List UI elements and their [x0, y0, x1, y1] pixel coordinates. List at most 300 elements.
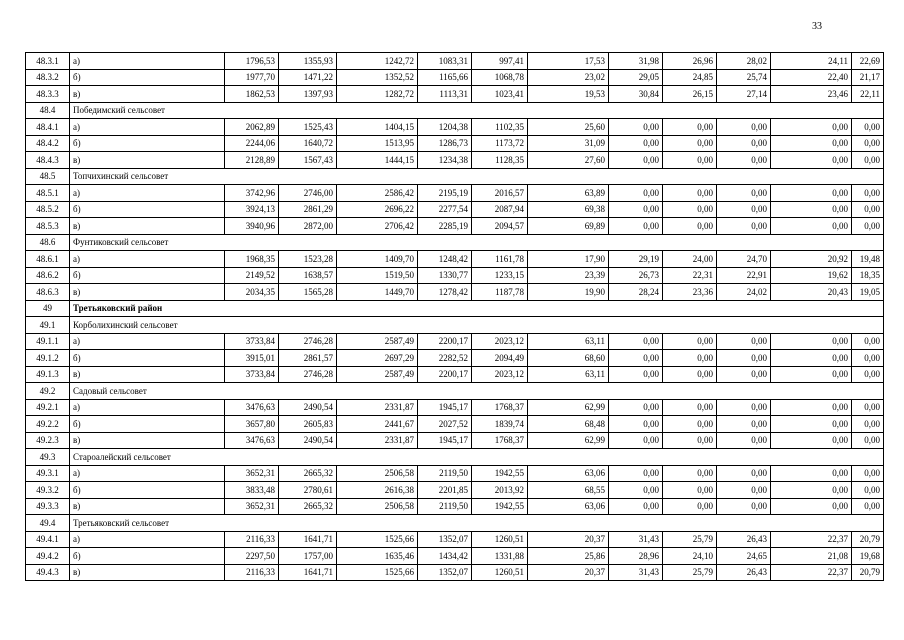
- value-cell: 0,00: [663, 218, 717, 235]
- value-cell: 2277,54: [418, 201, 472, 218]
- value-cell: 1519,50: [337, 267, 418, 284]
- row-code: 49: [26, 300, 70, 317]
- value-cell: 19,05: [852, 284, 884, 301]
- value-cell: 0,00: [852, 201, 884, 218]
- value-cell: 0,00: [609, 498, 663, 515]
- value-cell: 30,84: [609, 86, 663, 103]
- value-cell: 0,00: [771, 185, 852, 202]
- value-cell: 1409,70: [337, 251, 418, 268]
- value-cell: 2331,87: [337, 399, 418, 416]
- value-cell: 18,35: [852, 267, 884, 284]
- row-letter: в): [70, 366, 225, 383]
- value-cell: 1278,42: [418, 284, 472, 301]
- row-code: 49.2.3: [26, 432, 70, 449]
- value-cell: 0,00: [609, 218, 663, 235]
- value-cell: 2200,17: [418, 366, 472, 383]
- value-cell: 2244,06: [225, 135, 279, 152]
- value-cell: 1023,41: [472, 86, 528, 103]
- row-letter: а): [70, 119, 225, 136]
- value-cell: 31,09: [528, 135, 609, 152]
- tariff-table: [25, 52, 884, 581]
- value-cell: 0,00: [663, 135, 717, 152]
- table-row: [26, 366, 884, 383]
- value-cell: 2441,67: [337, 416, 418, 433]
- row-code: 48.6.1: [26, 251, 70, 268]
- value-cell: 0,00: [609, 416, 663, 433]
- row-letter: а): [70, 399, 225, 416]
- value-cell: 2746,28: [279, 366, 337, 383]
- row-code: 48.5.2: [26, 201, 70, 218]
- row-code: 49.1.1: [26, 333, 70, 350]
- value-cell: 2023,12: [472, 366, 528, 383]
- section-row: [26, 102, 884, 119]
- value-cell: 20,79: [852, 564, 884, 581]
- value-cell: 1068,78: [472, 69, 528, 86]
- value-cell: 1768,37: [472, 432, 528, 449]
- value-cell: 0,00: [663, 432, 717, 449]
- value-cell: 24,11: [771, 53, 852, 70]
- row-code: 49.1: [26, 317, 70, 334]
- value-cell: 0,00: [663, 465, 717, 482]
- value-cell: 62,99: [528, 432, 609, 449]
- value-cell: 0,00: [852, 350, 884, 367]
- value-cell: 68,48: [528, 416, 609, 433]
- value-cell: 2586,42: [337, 185, 418, 202]
- value-cell: 0,00: [717, 416, 771, 433]
- value-cell: 1565,28: [279, 284, 337, 301]
- value-cell: 0,00: [771, 218, 852, 235]
- row-code: 48.3.2: [26, 69, 70, 86]
- value-cell: 2119,50: [418, 465, 472, 482]
- table-row: [26, 416, 884, 433]
- value-cell: 2506,58: [337, 498, 418, 515]
- table-row: [26, 185, 884, 202]
- value-cell: 0,00: [717, 201, 771, 218]
- table-row: [26, 548, 884, 565]
- row-letter: в): [70, 564, 225, 581]
- value-cell: 0,00: [771, 399, 852, 416]
- table-row: [26, 465, 884, 482]
- value-cell: 0,00: [717, 366, 771, 383]
- value-cell: 1282,72: [337, 86, 418, 103]
- value-cell: 23,46: [771, 86, 852, 103]
- value-cell: 0,00: [771, 366, 852, 383]
- value-cell: 0,00: [663, 185, 717, 202]
- value-cell: 25,79: [663, 531, 717, 548]
- value-cell: 3476,63: [225, 399, 279, 416]
- value-cell: 0,00: [717, 465, 771, 482]
- row-code: 48.3.3: [26, 86, 70, 103]
- row-code: 49.4.3: [26, 564, 70, 581]
- value-cell: 24,85: [663, 69, 717, 86]
- row-code: 48.4.3: [26, 152, 70, 169]
- value-cell: 1638,57: [279, 267, 337, 284]
- value-cell: 2119,50: [418, 498, 472, 515]
- row-letter: б): [70, 548, 225, 565]
- row-code: 48.5.3: [26, 218, 70, 235]
- value-cell: 1286,73: [418, 135, 472, 152]
- row-letter: б): [70, 201, 225, 218]
- value-cell: 1525,66: [337, 564, 418, 581]
- value-cell: 2282,52: [418, 350, 472, 367]
- value-cell: 2587,49: [337, 333, 418, 350]
- value-cell: 1260,51: [472, 531, 528, 548]
- value-cell: 1444,15: [337, 152, 418, 169]
- row-code: 48.6: [26, 234, 70, 251]
- value-cell: 0,00: [852, 152, 884, 169]
- value-cell: 1862,53: [225, 86, 279, 103]
- value-cell: 24,10: [663, 548, 717, 565]
- value-cell: 27,60: [528, 152, 609, 169]
- value-cell: 23,02: [528, 69, 609, 86]
- value-cell: 0,00: [771, 135, 852, 152]
- value-cell: 1757,00: [279, 548, 337, 565]
- value-cell: 0,00: [771, 416, 852, 433]
- section-name: Фунтиковский сельсовет: [70, 234, 884, 251]
- value-cell: 1525,43: [279, 119, 337, 136]
- value-cell: 28,02: [717, 53, 771, 70]
- section-row: [26, 515, 884, 532]
- value-cell: 0,00: [609, 185, 663, 202]
- value-cell: 1942,55: [472, 465, 528, 482]
- value-cell: 1161,78: [472, 251, 528, 268]
- section-name: Третьяковский сельсовет: [70, 515, 884, 532]
- value-cell: 2062,89: [225, 119, 279, 136]
- table-row: [26, 531, 884, 548]
- value-cell: 19,68: [852, 548, 884, 565]
- row-code: 48.6.2: [26, 267, 70, 284]
- value-cell: 2506,58: [337, 465, 418, 482]
- row-code: 48.6.3: [26, 284, 70, 301]
- value-cell: 0,00: [717, 119, 771, 136]
- value-cell: 0,00: [717, 482, 771, 499]
- value-cell: 19,62: [771, 267, 852, 284]
- district-name: Третьяковский район: [70, 300, 884, 317]
- value-cell: 2094,57: [472, 218, 528, 235]
- value-cell: 0,00: [609, 399, 663, 416]
- value-cell: 2605,83: [279, 416, 337, 433]
- value-cell: 0,00: [663, 201, 717, 218]
- value-cell: 0,00: [852, 366, 884, 383]
- value-cell: 2149,52: [225, 267, 279, 284]
- value-cell: 0,00: [852, 218, 884, 235]
- value-cell: 2116,33: [225, 531, 279, 548]
- value-cell: 22,11: [852, 86, 884, 103]
- row-code: 48.4: [26, 102, 70, 119]
- table-row: [26, 564, 884, 581]
- value-cell: 1083,31: [418, 53, 472, 70]
- value-cell: 2013,92: [472, 482, 528, 499]
- value-cell: 0,00: [717, 333, 771, 350]
- section-name: Топчихинский сельсовет: [70, 168, 884, 185]
- value-cell: 1839,74: [472, 416, 528, 433]
- value-cell: 1977,70: [225, 69, 279, 86]
- row-code: 49.1.2: [26, 350, 70, 367]
- page-number: 33: [812, 21, 822, 32]
- district-row: [26, 300, 884, 317]
- value-cell: 31,98: [609, 53, 663, 70]
- value-cell: 23,39: [528, 267, 609, 284]
- section-name: Корболихинский сельсовет: [70, 317, 884, 334]
- value-cell: 1513,95: [337, 135, 418, 152]
- value-cell: 2746,28: [279, 333, 337, 350]
- value-cell: 2780,61: [279, 482, 337, 499]
- value-cell: 1523,28: [279, 251, 337, 268]
- table-row: [26, 119, 884, 136]
- value-cell: 68,55: [528, 482, 609, 499]
- value-cell: 1204,38: [418, 119, 472, 136]
- value-cell: 1768,37: [472, 399, 528, 416]
- section-row: [26, 317, 884, 334]
- row-letter: а): [70, 333, 225, 350]
- value-cell: 1352,52: [337, 69, 418, 86]
- value-cell: 17,90: [528, 251, 609, 268]
- value-cell: 3742,96: [225, 185, 279, 202]
- value-cell: 997,41: [472, 53, 528, 70]
- section-row: [26, 168, 884, 185]
- value-cell: 62,99: [528, 399, 609, 416]
- value-cell: 29,05: [609, 69, 663, 86]
- value-cell: 69,38: [528, 201, 609, 218]
- value-cell: 0,00: [852, 498, 884, 515]
- value-cell: 1352,07: [418, 531, 472, 548]
- value-cell: 2861,57: [279, 350, 337, 367]
- value-cell: 2116,33: [225, 564, 279, 581]
- value-cell: 2034,35: [225, 284, 279, 301]
- value-cell: 1102,35: [472, 119, 528, 136]
- value-cell: 2023,12: [472, 333, 528, 350]
- value-cell: 28,24: [609, 284, 663, 301]
- value-cell: 0,00: [663, 366, 717, 383]
- value-cell: 0,00: [717, 185, 771, 202]
- value-cell: 0,00: [717, 218, 771, 235]
- table-row: [26, 86, 884, 103]
- value-cell: 0,00: [717, 498, 771, 515]
- value-cell: 22,69: [852, 53, 884, 70]
- value-cell: 26,73: [609, 267, 663, 284]
- table-row: [26, 498, 884, 515]
- value-cell: 2490,54: [279, 399, 337, 416]
- value-cell: 1128,35: [472, 152, 528, 169]
- row-letter: б): [70, 482, 225, 499]
- value-cell: 0,00: [663, 333, 717, 350]
- row-code: 49.3.2: [26, 482, 70, 499]
- value-cell: 2665,32: [279, 498, 337, 515]
- value-cell: 1397,93: [279, 86, 337, 103]
- value-cell: 28,96: [609, 548, 663, 565]
- value-cell: 0,00: [852, 135, 884, 152]
- value-cell: 1945,17: [418, 432, 472, 449]
- value-cell: 0,00: [771, 152, 852, 169]
- value-cell: 20,43: [771, 284, 852, 301]
- value-cell: 1248,42: [418, 251, 472, 268]
- value-cell: 2665,32: [279, 465, 337, 482]
- value-cell: 0,00: [609, 152, 663, 169]
- value-cell: 24,02: [717, 284, 771, 301]
- value-cell: 24,70: [717, 251, 771, 268]
- table-row: [26, 333, 884, 350]
- value-cell: 3940,96: [225, 218, 279, 235]
- value-cell: 0,00: [852, 465, 884, 482]
- value-cell: 1352,07: [418, 564, 472, 581]
- value-cell: 2331,87: [337, 432, 418, 449]
- row-code: 49.4.2: [26, 548, 70, 565]
- value-cell: 1187,78: [472, 284, 528, 301]
- value-cell: 0,00: [609, 135, 663, 152]
- value-cell: 1173,72: [472, 135, 528, 152]
- value-cell: 3652,31: [225, 498, 279, 515]
- value-cell: 2094,49: [472, 350, 528, 367]
- value-cell: 24,00: [663, 251, 717, 268]
- row-code: 49.2: [26, 383, 70, 400]
- value-cell: 0,00: [663, 416, 717, 433]
- value-cell: 68,60: [528, 350, 609, 367]
- value-cell: 63,06: [528, 498, 609, 515]
- value-cell: 0,00: [852, 482, 884, 499]
- row-letter: в): [70, 86, 225, 103]
- value-cell: 25,79: [663, 564, 717, 581]
- value-cell: 1331,88: [472, 548, 528, 565]
- row-letter: а): [70, 53, 225, 70]
- row-code: 48.5.1: [26, 185, 70, 202]
- value-cell: 63,11: [528, 366, 609, 383]
- value-cell: 1796,53: [225, 53, 279, 70]
- section-name: Садовый сельсовет: [70, 383, 884, 400]
- value-cell: 1640,72: [279, 135, 337, 152]
- value-cell: 25,74: [717, 69, 771, 86]
- value-cell: 2285,19: [418, 218, 472, 235]
- value-cell: 0,00: [609, 333, 663, 350]
- value-cell: 1330,77: [418, 267, 472, 284]
- value-cell: 2706,42: [337, 218, 418, 235]
- value-cell: 3657,80: [225, 416, 279, 433]
- row-code: 49.3.1: [26, 465, 70, 482]
- value-cell: 25,60: [528, 119, 609, 136]
- value-cell: 1165,66: [418, 69, 472, 86]
- value-cell: 3476,63: [225, 432, 279, 449]
- row-letter: а): [70, 251, 225, 268]
- value-cell: 0,00: [852, 432, 884, 449]
- value-cell: 24,65: [717, 548, 771, 565]
- row-letter: в): [70, 152, 225, 169]
- value-cell: 26,96: [663, 53, 717, 70]
- value-cell: 1635,46: [337, 548, 418, 565]
- value-cell: 19,48: [852, 251, 884, 268]
- value-cell: 3652,31: [225, 465, 279, 482]
- value-cell: 26,15: [663, 86, 717, 103]
- value-cell: 0,00: [771, 350, 852, 367]
- value-cell: 0,00: [717, 135, 771, 152]
- value-cell: 2201,85: [418, 482, 472, 499]
- table-row: [26, 201, 884, 218]
- section-row: [26, 383, 884, 400]
- row-letter: б): [70, 267, 225, 284]
- value-cell: 0,00: [663, 152, 717, 169]
- value-cell: 2746,00: [279, 185, 337, 202]
- value-cell: 31,43: [609, 564, 663, 581]
- value-cell: 1404,15: [337, 119, 418, 136]
- value-cell: 69,89: [528, 218, 609, 235]
- row-code: 49.4: [26, 515, 70, 532]
- value-cell: 2128,89: [225, 152, 279, 169]
- value-cell: 0,00: [771, 482, 852, 499]
- table-row: [26, 69, 884, 86]
- value-cell: 25,86: [528, 548, 609, 565]
- table-row: [26, 53, 884, 70]
- value-cell: 1449,70: [337, 284, 418, 301]
- row-code: 49.4.1: [26, 531, 70, 548]
- value-cell: 0,00: [717, 152, 771, 169]
- row-letter: а): [70, 531, 225, 548]
- value-cell: 1234,38: [418, 152, 472, 169]
- value-cell: 1113,31: [418, 86, 472, 103]
- value-cell: 2200,17: [418, 333, 472, 350]
- value-cell: 1968,35: [225, 251, 279, 268]
- value-cell: 1434,42: [418, 548, 472, 565]
- value-cell: 0,00: [609, 465, 663, 482]
- value-cell: 0,00: [663, 350, 717, 367]
- row-code: 49.3: [26, 449, 70, 466]
- value-cell: 26,43: [717, 531, 771, 548]
- value-cell: 0,00: [717, 399, 771, 416]
- value-cell: 21,17: [852, 69, 884, 86]
- value-cell: 3733,84: [225, 333, 279, 350]
- value-cell: 0,00: [717, 432, 771, 449]
- value-cell: 3733,84: [225, 366, 279, 383]
- value-cell: 2195,19: [418, 185, 472, 202]
- table-row: [26, 267, 884, 284]
- row-letter: в): [70, 284, 225, 301]
- row-letter: б): [70, 69, 225, 86]
- value-cell: 0,00: [852, 119, 884, 136]
- value-cell: 0,00: [852, 399, 884, 416]
- row-code: 48.5: [26, 168, 70, 185]
- value-cell: 2087,94: [472, 201, 528, 218]
- value-cell: 22,31: [663, 267, 717, 284]
- value-cell: 0,00: [771, 201, 852, 218]
- table-row: [26, 251, 884, 268]
- value-cell: 0,00: [663, 119, 717, 136]
- value-cell: 20,79: [852, 531, 884, 548]
- row-letter: а): [70, 465, 225, 482]
- value-cell: 0,00: [852, 185, 884, 202]
- row-letter: в): [70, 498, 225, 515]
- value-cell: 0,00: [771, 465, 852, 482]
- section-row: [26, 449, 884, 466]
- row-code: 48.4.1: [26, 119, 70, 136]
- value-cell: 19,90: [528, 284, 609, 301]
- value-cell: 1355,93: [279, 53, 337, 70]
- value-cell: 1641,71: [279, 531, 337, 548]
- value-cell: 2696,22: [337, 201, 418, 218]
- value-cell: 0,00: [771, 432, 852, 449]
- value-cell: 0,00: [609, 366, 663, 383]
- value-cell: 0,00: [609, 201, 663, 218]
- row-letter: а): [70, 185, 225, 202]
- value-cell: 31,43: [609, 531, 663, 548]
- row-code: 49.3.3: [26, 498, 70, 515]
- value-cell: 22,91: [717, 267, 771, 284]
- row-letter: в): [70, 432, 225, 449]
- section-row: [26, 234, 884, 251]
- row-letter: б): [70, 416, 225, 433]
- row-code: 49.2.2: [26, 416, 70, 433]
- row-letter: в): [70, 218, 225, 235]
- value-cell: 0,00: [852, 333, 884, 350]
- value-cell: 1525,66: [337, 531, 418, 548]
- value-cell: 0,00: [609, 350, 663, 367]
- value-cell: 63,89: [528, 185, 609, 202]
